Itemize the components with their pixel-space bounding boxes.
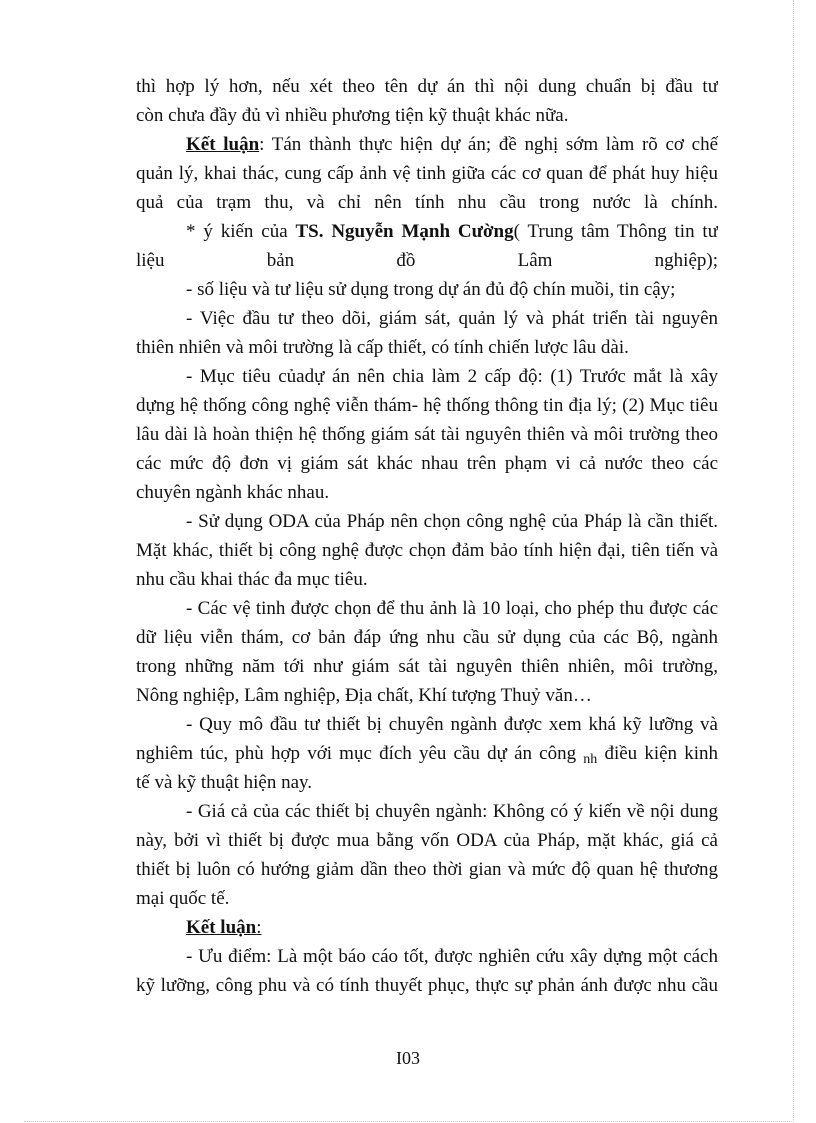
paragraph-6-line-5: chuyên ngành khác nhau. (136, 482, 330, 503)
expert-name: TS. Nguyễn Mạnh Cường (295, 221, 514, 242)
paragraph-2-line-1 (186, 130, 718, 159)
paragraph-10-line-2: này, bởi vì thiết bị được mua bằng vốn ODA của Pháp, mặt khác, giá cả (136, 830, 718, 851)
paragraph-1-line-1: thì hợp lý hơn, nếu xét theo tên dự án thì nội dung chuẩn bị đầu tư (136, 76, 718, 97)
paragraph-3-line-1 (186, 217, 718, 246)
paragraph-7-line-1: - Sử dụng ODA của Pháp nên chọn công nghệ của Pháp là cần thiết. (186, 511, 718, 532)
paragraph-10-line-3: thiết bị luôn có hướng giảm dần theo thời gian và mức độ quan hệ thương (136, 859, 718, 880)
conclusion-heading-colon: : (256, 917, 262, 938)
paragraph-8-line-4: Nông nghiệp, Lâm nghiệp, Địa chất, Khí tượng Thuỷ văn… (136, 685, 592, 706)
paragraph-6-line-3: lâu dài là hoàn thiện hệ thống giám sát tài nguyên thiên và môi trường theo (136, 424, 718, 445)
paragraph-8-line-1: - Các vệ tinh được chọn để thu ảnh là 10 loại, cho phép thu được các (186, 598, 718, 619)
paragraph-9-line-2-part-a: nghiêm túc, phù hợp với mục đích yêu cầu dự án công (136, 743, 577, 764)
paragraph-5-line-1: - Việc đầu tư theo dõi, giám sát, quản lý và phát triển tài nguyên (186, 308, 718, 329)
paragraph-9-line-2 (136, 739, 718, 768)
page-number: I03 (396, 1048, 420, 1068)
paragraph-2-line-3: quả của trạm thu, và chỉ nên tính nhu cầu trong nước là chính. (136, 192, 718, 213)
paragraph-10-line-1: - Giá cả của các thiết bị chuyên ngành: Không có ý kiến về nội dung (186, 801, 718, 822)
paragraph-3-line-2: liệu bản đồ Lâm nghiệp); (136, 250, 718, 271)
opinion-affiliation: ( Trung tâm Thông tin tư (513, 221, 718, 242)
paragraph-9-line-2-part-b: điều kiện kinh (604, 743, 718, 764)
paragraph-10-line-4: mại quốc tế. (136, 888, 230, 909)
paragraph-6-line-4: các mức độ đơn vị giám sát khác nhau trên phạm vi cả nước theo các (136, 453, 718, 474)
conclusion-heading-label: Kết luận (186, 917, 257, 938)
paragraph-8-line-3: trong những năm tới như giám sát tài nguyên thiên nhiên, môi trường, (136, 656, 718, 677)
paragraph-9-line-1: - Quy mô đầu tư thiết bị chuyên ngành được xem khá kỹ lưỡng và (186, 714, 718, 735)
opinion-prefix: * ý kiến của (186, 221, 296, 242)
paragraph-12-line-2: kỹ lưỡng, công phu và có tính thuyết phục, thực sự phản ánh được nhu cầu (136, 975, 718, 996)
paragraph-9-subscript-fragment: nh (583, 752, 598, 767)
paragraph-8-line-2: dữ liệu viễn thám, cơ bản đáp ứng nhu cầu sử dụng của các Bộ, ngành (136, 627, 718, 648)
paragraph-5-line-2: thiên nhiên và môi trường là cấp thiết, có tính chiến lược lâu dài. (136, 337, 629, 358)
conclusion-text: : Tán thành thực hiện dự án; đề nghị sớm làm rõ cơ chế (259, 134, 718, 155)
paragraph-9-line-3: tế và kỹ thuật hiện nay. (136, 772, 313, 793)
footer-dotted-rule (24, 1121, 794, 1122)
paragraph-7-line-3: nhu cầu khai thác đa mục tiêu. (136, 569, 368, 590)
paragraph-7-line-2: Mặt khác, thiết bị công nghệ được chọn đảm bảo tính hiện đại, tiên tiến và (136, 540, 718, 561)
paragraph-1-line-2: còn chưa đầy đủ vì nhiều phương tiện kỹ thuật khác nữa. (136, 105, 569, 126)
right-dotted-rule (793, 0, 794, 1122)
paragraph-6-line-1: - Mục tiêu củadự án nên chia làm 2 cấp độ: (1) Trước mắt là xây (186, 366, 718, 387)
paragraph-4-line-1: - số liệu và tư liệu sử dụng trong dự án đủ độ chín muồi, tin cậy; (186, 279, 676, 300)
paragraph-12-line-1: - Ưu điểm: Là một báo cáo tốt, được nghiên cứu xây dựng một cách (186, 946, 718, 967)
paragraph-2-line-2: quản lý, khai thác, cung cấp ảnh vệ tinh giữa các cơ quan để phát huy hiệu (136, 163, 718, 184)
conclusion-heading (186, 913, 718, 942)
paragraph-6-line-2: dựng hệ thống công nghệ viễn thám- hệ thống thông tin địa lý; (2) Mục tiêu (136, 395, 718, 416)
conclusion-label: Kết luận (186, 134, 260, 155)
